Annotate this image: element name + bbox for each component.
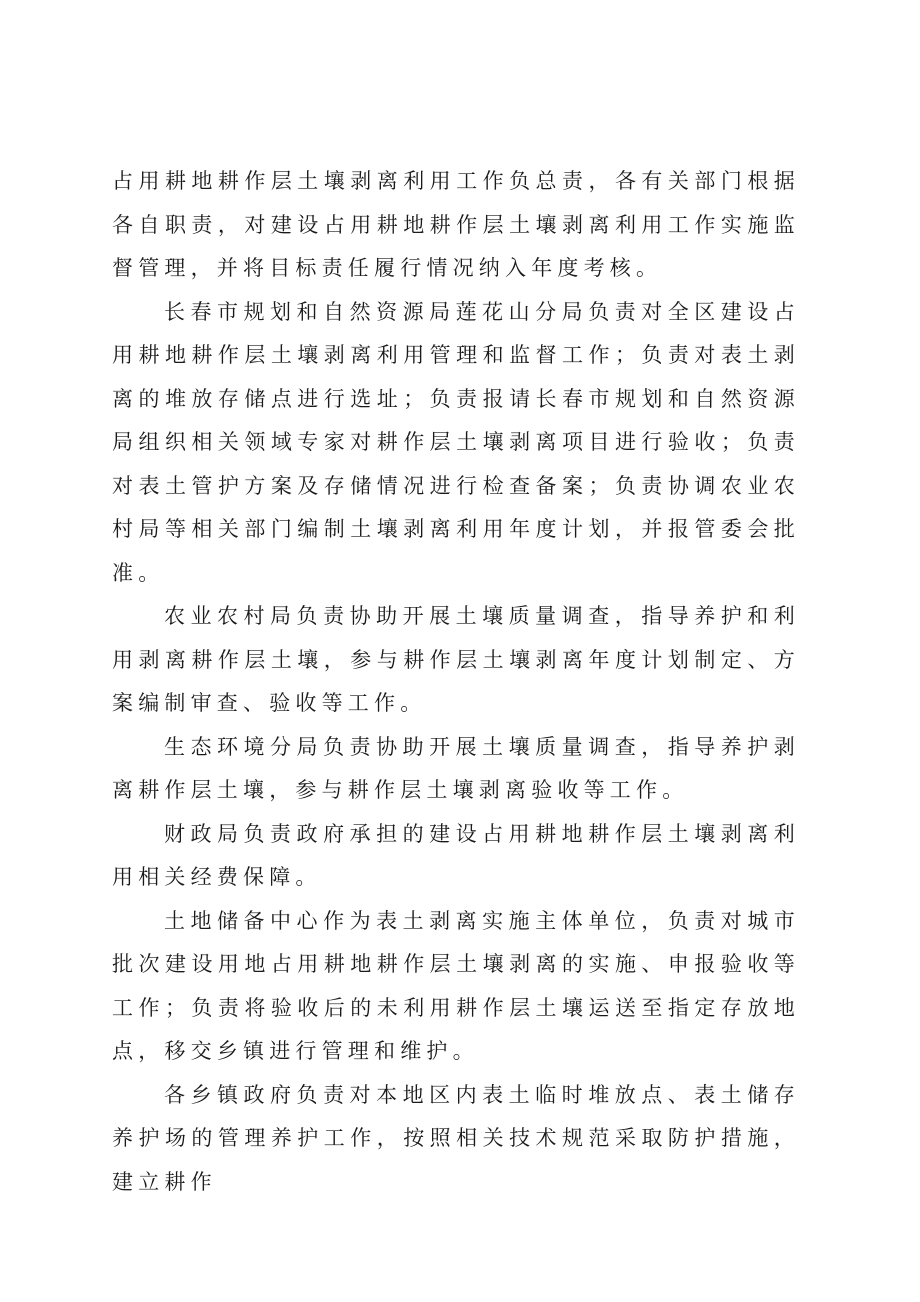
paragraph-ecology-bureau: 生态环境分局负责协助开展土壤质量调查，指导养护剥离耕作层土壤，参与耕作层土壤剥离验收等工作。 xyxy=(112,734,800,802)
paragraph-finance-bureau: 财政局负责政府承担的建设占用耕地耕作层土壤剥离利用相关经费保障。 xyxy=(112,821,800,889)
paragraph-agriculture-bureau: 农业农村局负责协助开展土壤质量调查，指导养护和利用剥离耕作层土壤，参与耕作层土壤剥离年度计划制定、方案编制审查、验收等工作。 xyxy=(112,604,800,715)
document-body xyxy=(112,160,800,1204)
paragraph-land-reserve-center: 土地储备中心作为表土剥离实施主体单位，负责对城市批次建设用地占用耕地耕作层土壤剥离的实施、申报验收等工作；负责将验收后的未利用耕作层土壤运送至指定存放地点，移交乡镇进行管理和维护。 xyxy=(112,908,800,1063)
paragraph-natural-resources-bureau: 长春市规划和自然资源局莲花山分局负责对全区建设占用耕地耕作层土壤剥离利用管理和监督工作；负责对表土剥离的堆放存储点进行选址；负责报请长春市规划和自然资源局组织相关领域专家对耕作层土壤剥离项目进行验收；负责对表土管护方案及存储情况进行检查备案；负责协调农业农村局等相关部门编制土壤剥离利用年度计划，并报管委会批准。 xyxy=(112,299,800,585)
paragraph-continued: 占用耕地耕作层土壤剥离利用工作负总责，各有关部门根据各自职责，对建设占用耕地耕作层土壤剥离利用工作实施监督管理，并将目标责任履行情况纳入年度考核。 xyxy=(112,169,800,280)
paragraph-township-governments: 各乡镇政府负责对本地区内表土临时堆放点、表土储存养护场的管理养护工作，按照相关技术规范采取防护措施，建立耕作 xyxy=(112,1082,800,1194)
